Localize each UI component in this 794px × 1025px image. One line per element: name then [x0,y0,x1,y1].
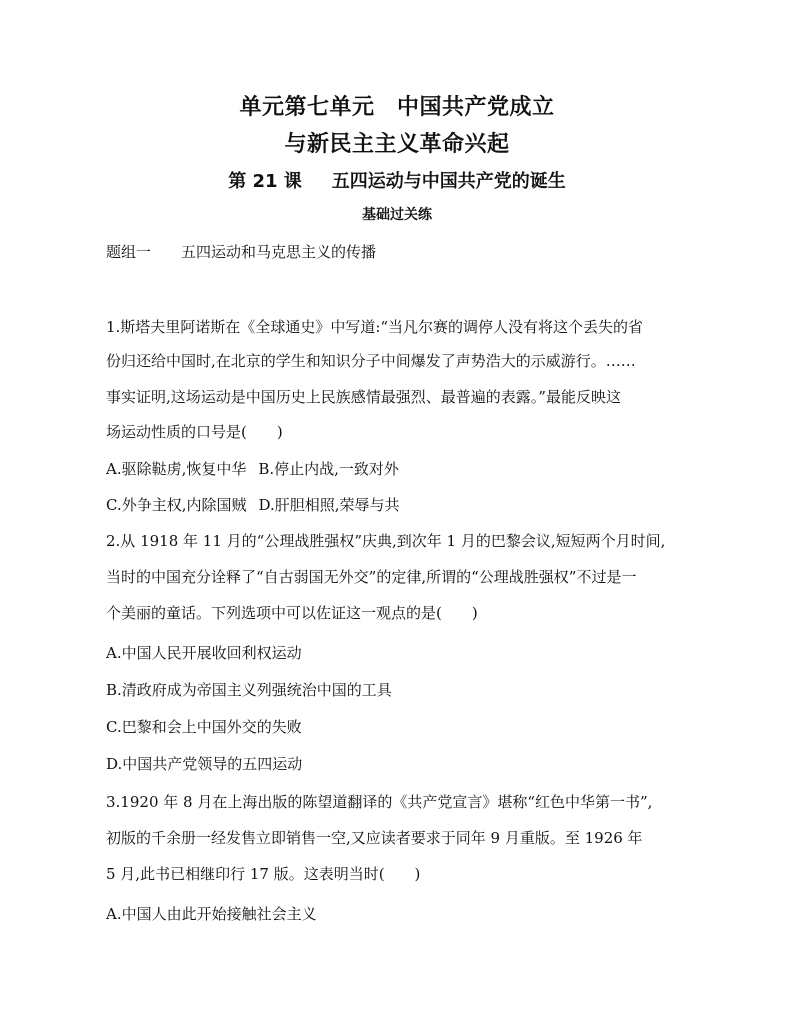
question-2-line: 个美丽的童话。下列选项中可以佐证这一观点的是( ) [106,604,478,622]
section-title: 基础过关练 [362,207,432,223]
question-2-option-b: B.清政府成为帝国主义列强统治中国的工具 [106,681,392,699]
option-b: B.停止内战,一致对外 [258,460,399,478]
option-a: A.驱除鞑虏,恢复中华 [106,460,247,478]
question-2-line: 2.从 1918 年 11 月的“公理战胜强权”庆典,到次年 1 月的巴黎会议,短短两个月时间, [106,532,666,550]
question-1-options-row [106,458,706,479]
question-3-option-a: A.中国人由此开始接触社会主义 [106,905,317,923]
question-2-option-a: A.中国人民开展收回利权运动 [106,644,302,662]
question-2-option-c: C.巴黎和会上中国外交的失败 [106,718,302,736]
question-1-line: 事实证明,这场运动是中国历史上民族感情最强烈、最普遍的表露。”最能反映这 [106,388,621,406]
option-d: D.肝胆相照,荣辱与共 [258,496,400,514]
unit-title-line-1: 单元第七单元 中国共产党成立 [239,95,555,120]
lesson-number: 第 21 课 [228,171,302,192]
lesson-title [0,167,794,193]
group-label: 题组一 [106,243,152,261]
question-3-line: 5 月,此书已相继印行 17 版。这表明当时( ) [106,865,421,883]
lesson-name: 五四运动与中国共产党的诞生 [331,171,566,192]
option-c: C.外争主权,内除国贼 [106,496,247,514]
question-1-line: 1.斯塔夫里阿诺斯在《全球通史》中写道:“当凡尔赛的调停人没有将这个丢失的省 [106,318,644,336]
question-2-line: 当时的中国充分诠释了“自古弱国无外交”的定律,所谓的“公理战胜强权”不过是一 [106,568,637,586]
question-1-options-row [106,494,706,515]
question-group-heading [106,241,706,262]
question-3-line: 3.1920 年 8 月在上海出版的陈望道翻译的《共产党宣言》堪称“红色中华第一书”, [106,793,653,811]
group-name: 五四运动和马克思主义的传播 [181,243,377,261]
unit-title-line-2: 与新民主主义革命兴起 [284,132,510,157]
question-3-line: 初版的千余册一经发售立即销售一空,又应读者要求于同年 9 月重版。至 1926 年 [106,829,643,847]
question-1-line: 份归还给中国时,在北京的学生和知识分子中间爆发了声势浩大的示威游行。…… [106,352,636,370]
question-2-option-d: D.中国共产党领导的五四运动 [106,755,303,773]
question-1-line: 场运动性质的口号是( ) [106,423,283,441]
